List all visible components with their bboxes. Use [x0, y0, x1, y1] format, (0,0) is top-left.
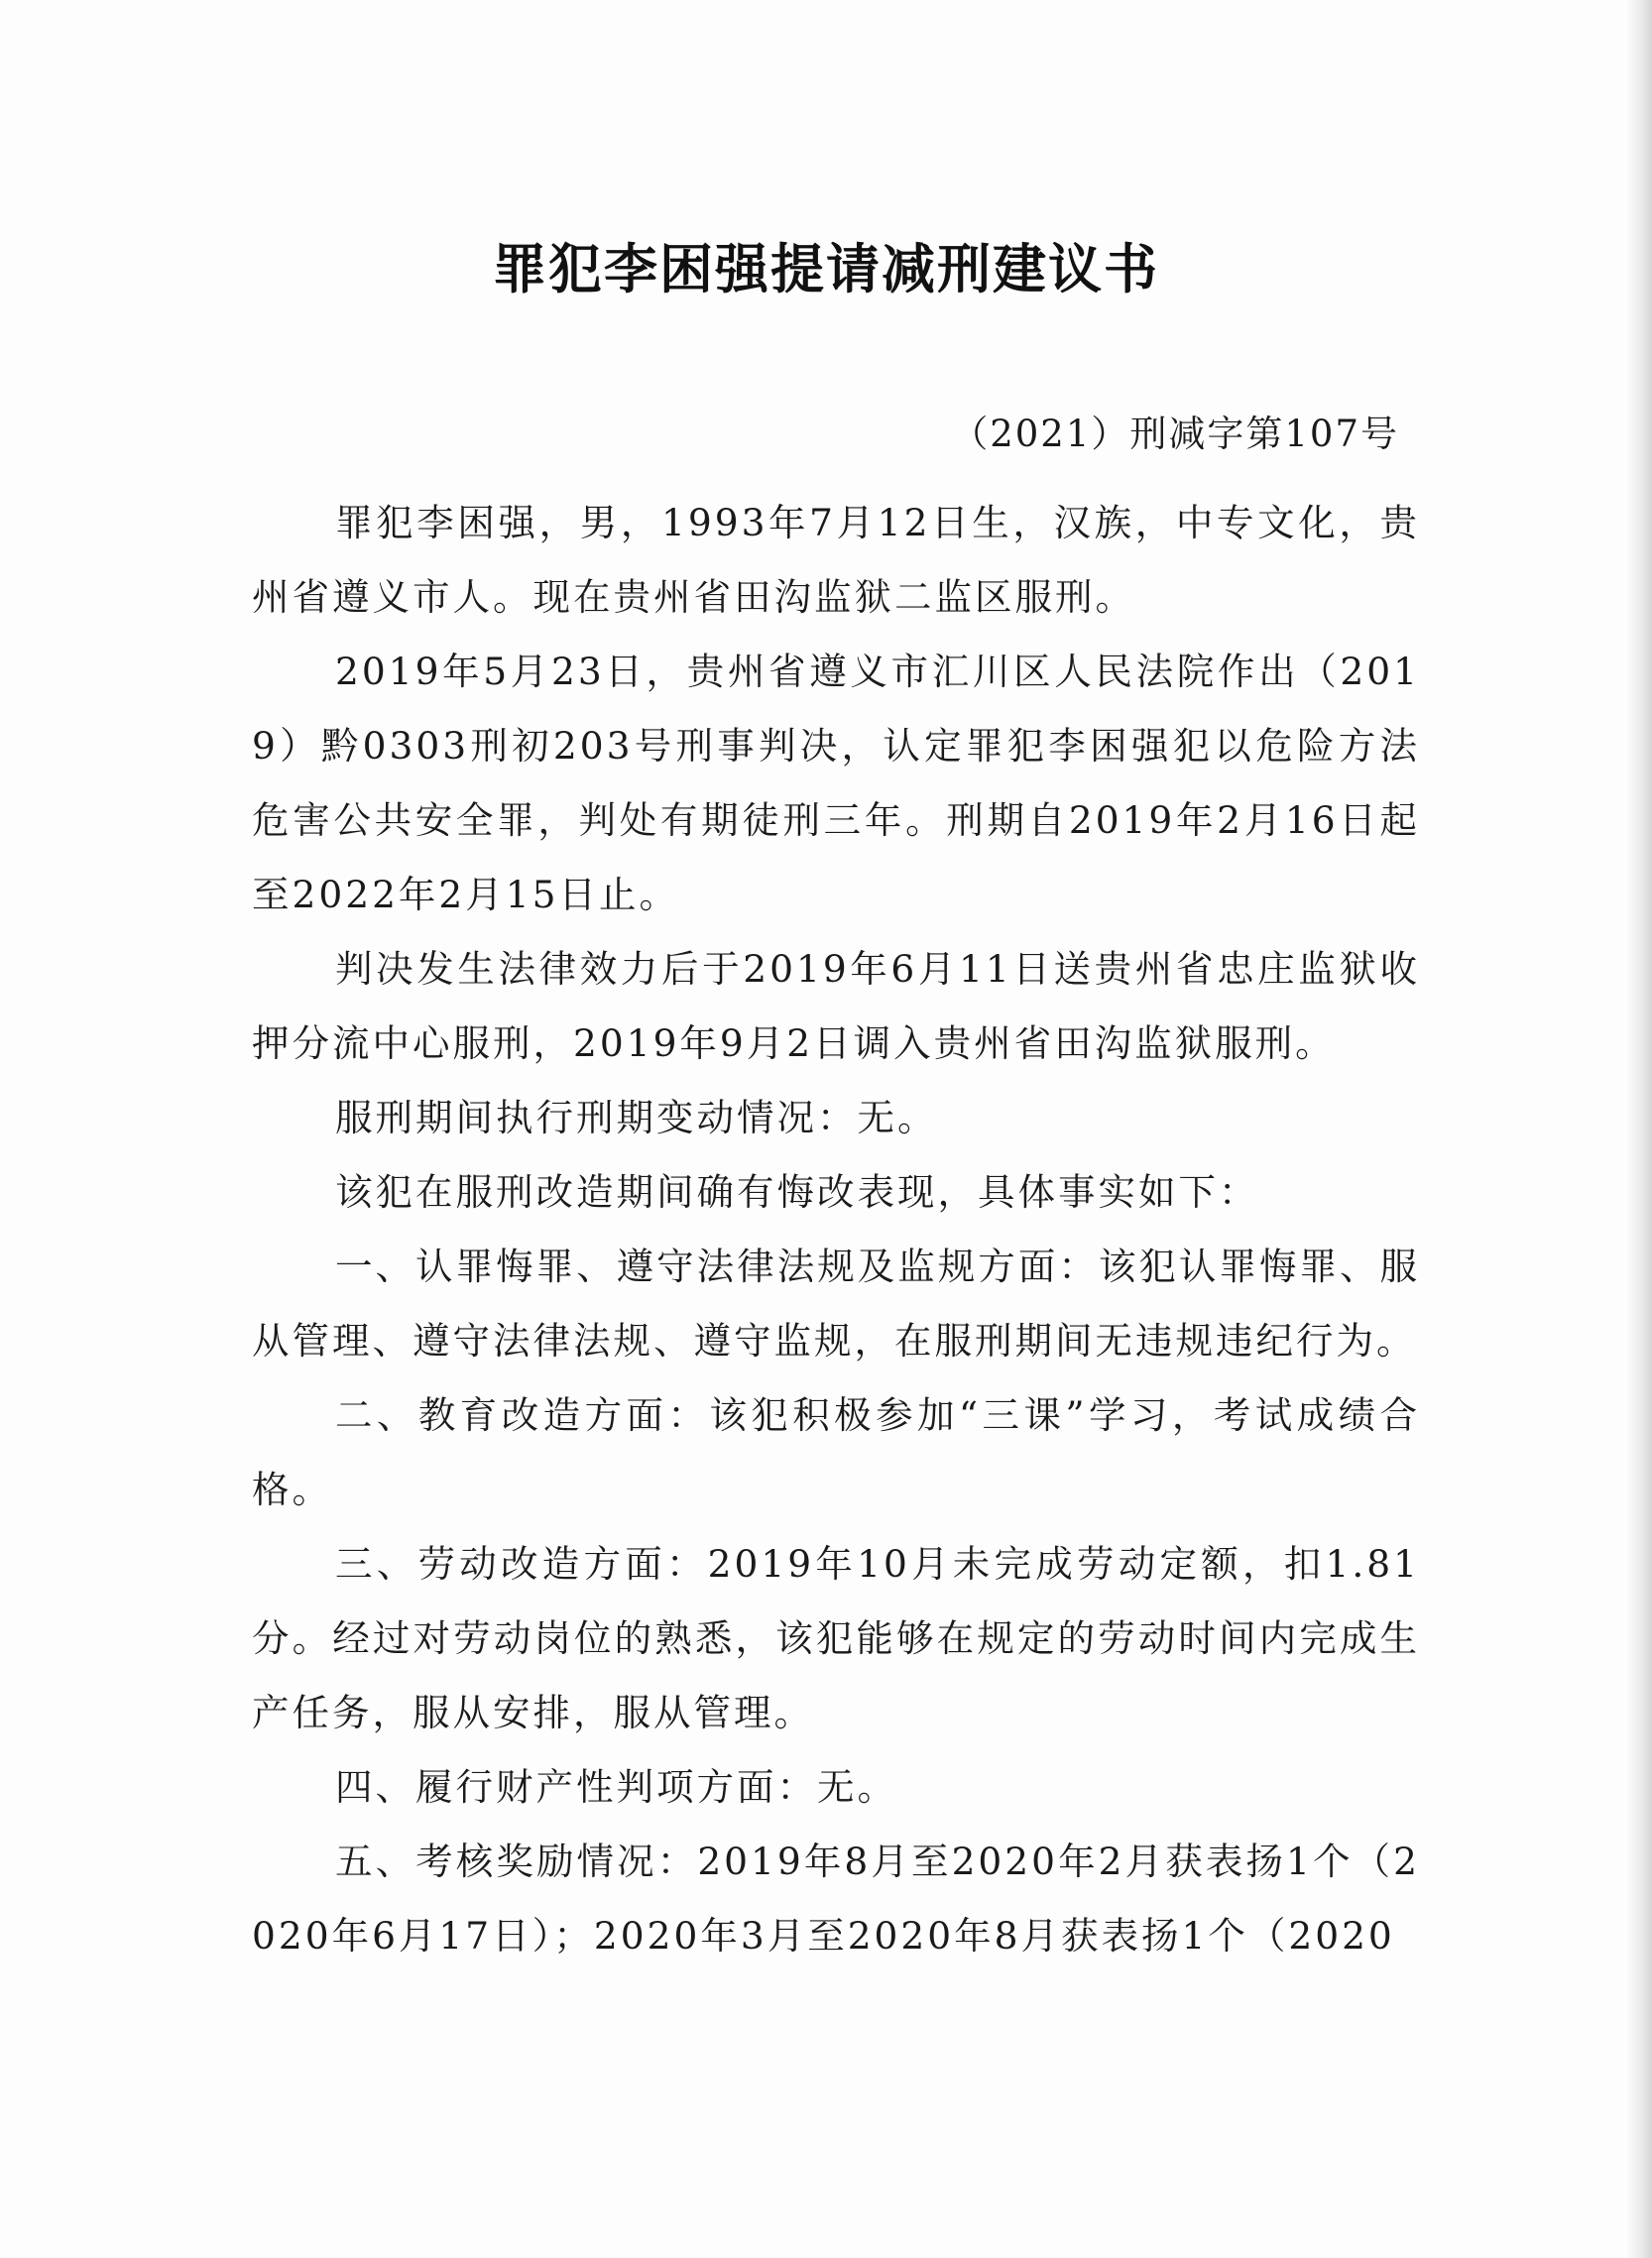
paragraph-sentence-change: 服刑期间执行刑期变动情况：无。 — [335, 1096, 938, 1139]
paragraph-rewards: 五、考核奖励情况：2019年8月至2020年2月获表扬1个（2020年6月17日）；2020年3月至2020年8月获表扬1个（2020 — [252, 1840, 1420, 1958]
document-title: 罪犯李困强提请减刑建议书 — [493, 238, 1159, 300]
paragraph-property: 四、履行财产性判项方面：无。 — [335, 1765, 897, 1809]
paragraph-labor: 三、劳动改造方面：2019年10月未完成劳动定额，扣1.81分。经过对劳动岗位的熟悉，该犯能够在规定的劳动时间内完成生产任务，服从安排，服从管理。 — [252, 1542, 1420, 1734]
document-body — [252, 486, 1420, 1973]
document-number: （2021）刑减字第107号 — [951, 413, 1399, 455]
paragraph-transfer: 判决发生法律效力后于2019年6月11日送贵州省忠庄监狱收押分流中心服刑，2019年9月2日调入贵州省田沟监狱服刑。 — [252, 947, 1420, 1065]
paragraph-law-compliance: 一、认罪悔罪、遵守法律法规及监规方面：该犯认罪悔罪、服从管理、遵守法律法规、遵守监规，在服刑期间无违规违纪行为。 — [252, 1245, 1420, 1363]
paragraph-education: 二、教育改造方面：该犯积极参加“三课”学习，考试成绩合格。 — [252, 1393, 1420, 1511]
scan-edge-shadow — [1626, 0, 1652, 2258]
paragraph-facts-intro: 该犯在服刑改造期间确有悔改表现，具体事实如下： — [335, 1170, 1259, 1214]
paragraph-personal-info: 罪犯李困强，男，1993年7月12日生，汉族，中专文化，贵州省遵义市人。现在贵州省田沟监狱二监区服刑。 — [252, 501, 1420, 619]
paragraph-judgment: 2019年5月23日，贵州省遵义市汇川区人民法院作出（2019）黔0303刑初203号刑事判决，认定罪犯李困强犯以危险方法危害公共安全罪，判处有期徒刑三年。刑期自2019年2月16日起至2022年2月15日止。 — [252, 650, 1420, 916]
